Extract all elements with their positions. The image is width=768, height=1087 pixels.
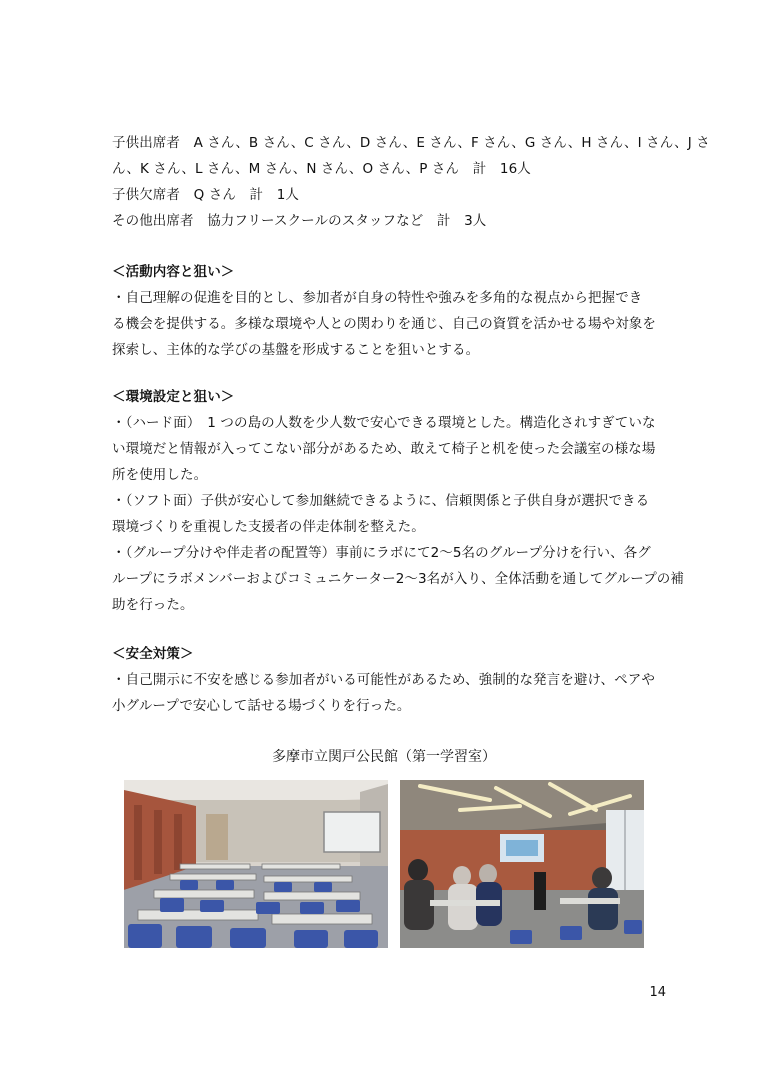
environment-line: ループにラボメンバーおよびコミュニケーター2～3名が入り、全体活動を通してグループの補 — [112, 571, 685, 587]
others-present-line: その他出席者 協力フリースクールのスタッフなど 計 3人 — [112, 213, 487, 229]
environment-line: い環境だと情報が入ってこない部分があるため、敢えて椅子と机を使った会議室の様な場 — [112, 441, 656, 457]
environment-line: 環境づくりを重視した支援者の伴走体制を整えた。 — [112, 519, 425, 535]
safety-line: 小グループで安心して話せる場づくりを行った。 — [112, 698, 411, 714]
photo-caption: 多摩市立関戸公民館（第一学習室） — [272, 749, 496, 765]
classroom-photo-activity — [400, 780, 644, 948]
children-present-line-2: ん、K さん、L さん、M さん、N さん、O さん、P さん 計 16人 — [112, 161, 531, 177]
children-present-line-1: 子供出席者 A さん、B さん、C さん、D さん、E さん、F さん、G さん、H さん、I さん、J さ — [112, 135, 710, 151]
page-number: 14 — [649, 985, 666, 1000]
activity-line: ・自己理解の促進を目的とし、参加者が自身の特性や強みを多角的な視点から把握でき — [112, 290, 643, 306]
classroom-photo-empty — [124, 780, 388, 948]
safety-heading: ＜安全対策＞ — [112, 646, 194, 662]
activity-line: 探索し、主体的な学びの基盤を形成することを狙いとする。 — [112, 342, 480, 358]
safety-line: ・自己開示に不安を感じる参加者がいる可能性があるため、強制的な発言を避け、ペアや — [112, 672, 655, 688]
environment-line: 助を行った。 — [112, 597, 194, 613]
activity-line: る機会を提供する。多様な環境や人との関わりを通じ、自己の資質を活かせる場や対象を — [112, 316, 656, 332]
environment-line: 所を使用した。 — [112, 467, 208, 483]
children-absent-line: 子供欠席者 Q さん 計 1人 — [112, 187, 300, 203]
environment-line: ・（ソフト面）子供が安心して参加継続できるように、信頼関係と子供自身が選択できる — [112, 493, 650, 509]
activity-heading: ＜活動内容と狙い＞ — [112, 264, 235, 280]
environment-heading: ＜環境設定と狙い＞ — [112, 389, 235, 405]
environment-line: ・（ハード面） 1 つの島の人数を少人数で安心できる環境とした。構造化されすぎていな — [112, 415, 656, 431]
environment-line: ・（グループ分けや伴走者の配置等）事前にラボにて2～5名のグループ分けを行い、各グ — [112, 545, 651, 561]
